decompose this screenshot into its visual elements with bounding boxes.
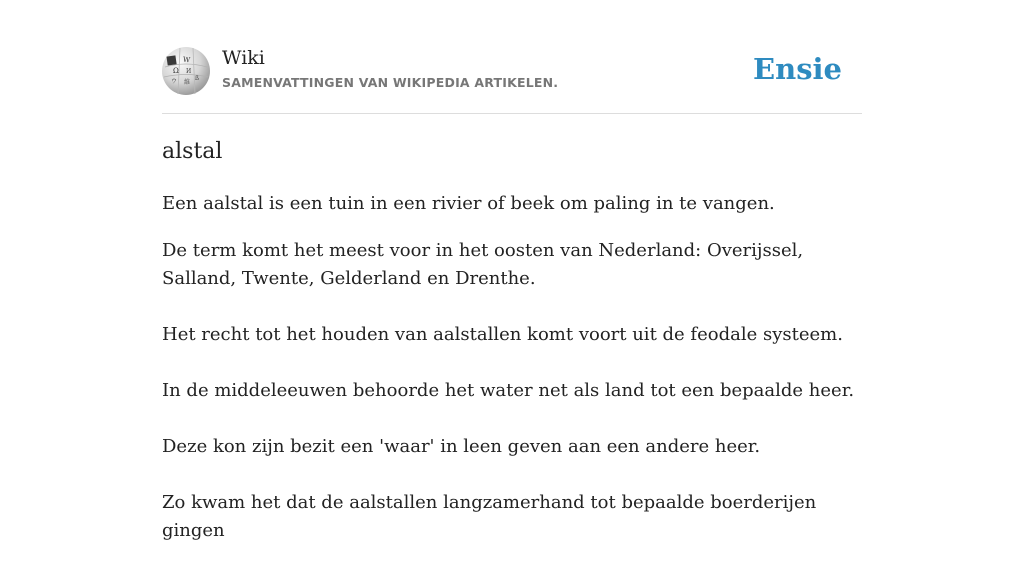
site-name: Wiki bbox=[222, 47, 265, 69]
article-paragraph: In de middeleeuwen behoorde het water net als land tot een bepaalde heer. bbox=[162, 380, 855, 401]
svg-text:ウ: ウ bbox=[171, 78, 178, 85]
ensie-brand-link[interactable]: Ensie bbox=[753, 52, 842, 86]
svg-text:Ω: Ω bbox=[173, 67, 179, 75]
page-title: alstal bbox=[162, 139, 223, 164]
svg-text:ß: ß bbox=[195, 75, 200, 82]
svg-text:維: 維 bbox=[184, 79, 191, 86]
wikipedia-globe-icon[interactable] bbox=[162, 47, 210, 95]
article-paragraph: De term komt het meest voor in het oosten van Nederland: Overijssel, Salland, Twente, Gelderland en Drenthe. bbox=[162, 240, 804, 289]
svg-text:И: И bbox=[186, 68, 192, 75]
site-tagline: SAMENVATTINGEN VAN WIKIPEDIA ARTIKELEN. bbox=[222, 75, 559, 90]
svg-text:W: W bbox=[182, 55, 191, 65]
article-paragraph: Deze kon zijn bezit een 'waar' in leen geven aan een andere heer. bbox=[162, 436, 761, 457]
article-paragraph: Zo kwam het dat de aalstallen langzamerhand tot bepaalde boerderijen gingen bbox=[162, 492, 817, 541]
page-container bbox=[162, 0, 862, 541]
article-body bbox=[162, 190, 862, 573]
article-paragraph: Een aalstal is een tuin in een rivier of beek om paling in te vangen. bbox=[162, 193, 775, 214]
article-paragraph: Het recht tot het houden van aalstallen komt voort uit de feodale systeem. bbox=[162, 324, 843, 345]
site-header bbox=[162, 0, 862, 114]
